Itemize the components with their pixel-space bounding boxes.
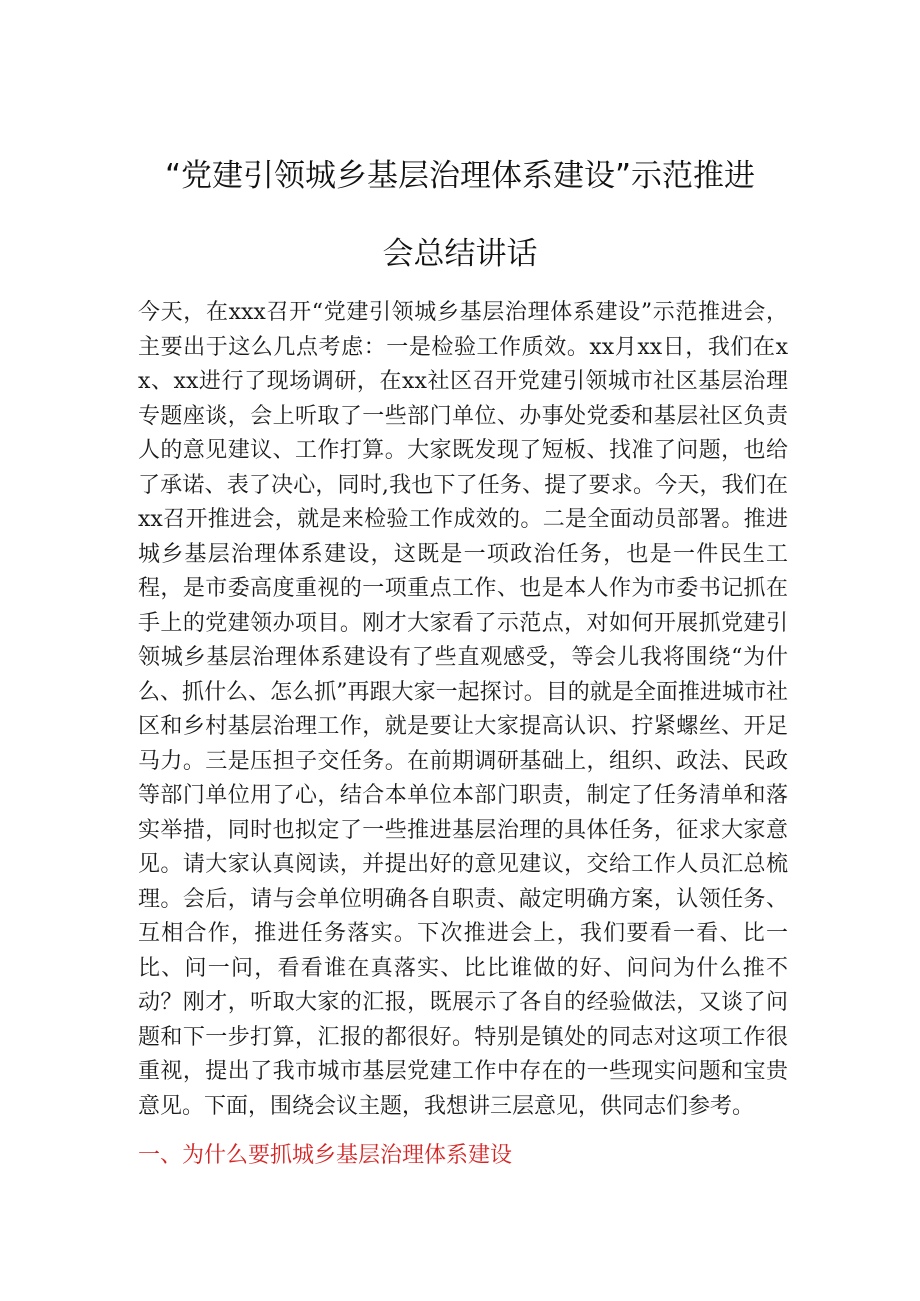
body-paragraph: 今天，在xxx召开“党建引领城乡基层治理体系建设”示范推进会，主要出于这么几点考虑：一是检验工作质效。xx月xx日，我们在xx、xx进行了现场调研，在xx社区召开党建引领城市社区基层治理专题座谈，会上听取了一些部门单位、办事处党委和基层社区负责人的意见建议、工作打算。大家既发现了短板、找准了问题，也给了承诺、表了决心，同时,我也下了任务、提了要求。今天，我们在xx召开推进会，就是来检验工作成效的。二是全面动员部署。推进城乡基层治理体系建设，这既是一项政治任务，也是一件民生工程，是市委高度重视的一项重点工作、也是本人作为市委书记抓在手上的党建领办项目。刚才大家看了示范点，对如何开展抓党建引领城乡基层治理体系建设有了些直观感受，等会儿我将围绕“为什么、抓什么、怎么抓”再跟大家一起探讨。目的就是全面推进城市社区和乡村基层治理工作，就是要让大家提高认识、拧紧螺丝、开足马力。三是压担子交任务。在前期调研基础上，组织、政法、民政等部门单位用了心，结合本单位本部门职责，制定了任务清单和落实举措，同时也拟定了一些推进基层治理的具体任务，征求大家意见。请大家认真阅读，并提出好的意见建议，交给工作人员汇总梳理。会后，请与会单位明确各自职责、敲定明确方案，认领任务、互相合作，推进任务落实。下次推进会上，我们要看一看、比一比、问一问，看看谁在真落实、比比谁做的好、问问为什么推不动？刚才，听取大家的汇报，既展示了各自的经验做法，又谈了问题和下一步打算，汇报的都很好。特别是镇处的同志对这项工作很重视，提出了我市城市基层党建工作中存在的一些现实问题和宝贵意见。下面，围绕会议主题，我想讲三层意见，供同志们参考。	[138, 300, 788, 1119]
section-heading-1: 一、为什么要抓城乡基层治理体系建设	[138, 1143, 513, 1168]
document-title-line-2: 会总结讲话	[382, 236, 538, 272]
document-title-line-1: “党建引领城乡基层治理体系建设”示范推进	[164, 158, 756, 194]
